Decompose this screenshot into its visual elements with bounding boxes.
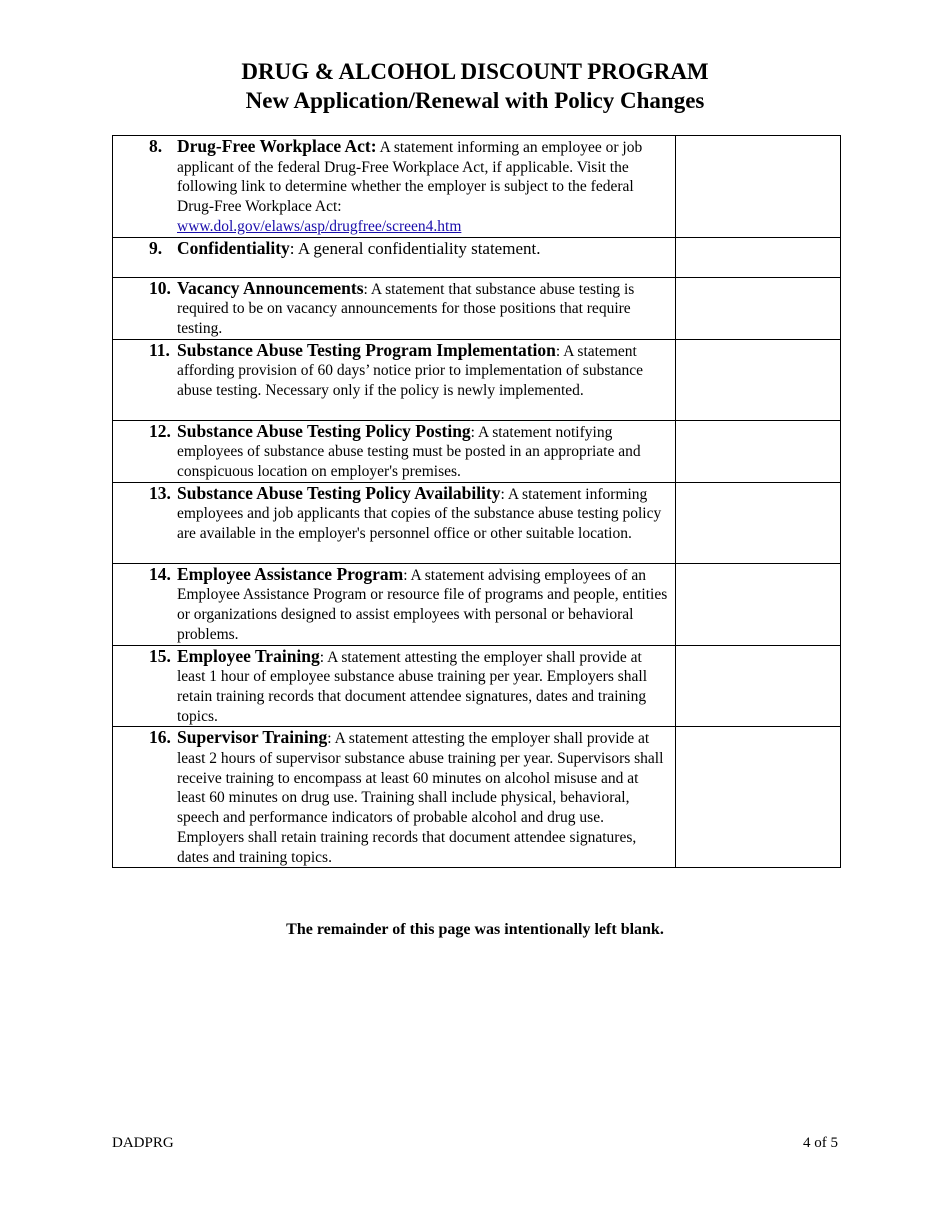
item-text: : A statement attesting the employer shall provide at least 1 hour of employee substance abuse training per year. Employers shall retain training records that document attendee signatures, dates and training topics. <box>177 648 648 725</box>
table-row <box>113 482 841 563</box>
drugfree-link[interactable]: www.dol.gov/elaws/asp/drugfree/screen4.htm <box>177 217 462 235</box>
item-text: : A statement attesting the employer shall provide at least 2 hours of supervisor substance abuse training per year. Supervisors shall receive training to encompass at least 60 minutes on alcohol misuse and at least 60 minutes on drug use. Training shall include physical, behavioral, speech and performance indicators of probable alcohol and drug use. Employers shall retain training records that document attendee signatures, dates and training topics. <box>177 730 664 866</box>
check-cell[interactable] <box>676 563 841 645</box>
footer-form-id: DADPRG <box>112 1135 174 1151</box>
item-heading: Employee Training <box>177 645 320 666</box>
item-number: 13. <box>149 482 171 503</box>
check-cell[interactable] <box>676 420 841 482</box>
blank-page-note: The remainder of this page was intentionally left blank. <box>286 921 664 938</box>
item-number: 10. <box>149 277 171 298</box>
item-heading: Employee Assistance Program <box>177 563 404 584</box>
item-text: A statement informing an employee or job applicant of the federal Drug-Free Workplace Act, if applicable. Visit the following link to determine whether the employer is subject to the federal Drug-Free Workplace Act: <box>177 139 643 216</box>
check-cell[interactable] <box>676 482 841 563</box>
table-row <box>113 727 841 868</box>
list-item <box>113 646 675 727</box>
table-row <box>113 136 841 238</box>
title-line-2: New Application/Renewal with Policy Changes <box>245 88 705 113</box>
item-text: : A statement informing employees and job applicants that copies of the substance abuse testing policy are available in the employer's personnel office or other suitable location. <box>177 485 662 543</box>
table-row <box>113 339 841 420</box>
table-row <box>113 645 841 727</box>
list-item <box>113 483 675 544</box>
item-number: 11. <box>149 339 170 360</box>
list-item <box>113 136 675 237</box>
check-cell[interactable] <box>676 339 841 420</box>
footer-page-number: 4 of 5 <box>803 1135 838 1151</box>
item-number: 16. <box>149 727 171 748</box>
item-heading: Confidentiality <box>177 237 290 258</box>
list-item <box>113 238 675 259</box>
page-title <box>0 57 950 115</box>
item-heading: Substance Abuse Testing Policy Posting <box>177 420 471 441</box>
item-heading: Substance Abuse Testing Program Implementation <box>177 339 556 360</box>
item-number: 15. <box>149 645 171 666</box>
list-item <box>113 340 675 401</box>
item-text: : A statement affording provision of 60 days’ notice prior to implementation of substance abuse testing. Necessary only if the policy is newly implemented. <box>177 342 644 400</box>
item-number: 14. <box>149 563 171 584</box>
item-heading: Supervisor Training <box>177 727 328 748</box>
check-cell[interactable] <box>676 136 841 238</box>
check-cell[interactable] <box>676 237 841 277</box>
list-item <box>113 564 675 645</box>
table-row <box>113 420 841 482</box>
list-item <box>113 278 675 339</box>
list-item <box>113 727 675 867</box>
item-text: : A statement that substance abuse testing is required to be on vacancy announcements for those positions that require testing. <box>177 280 635 337</box>
item-heading: Substance Abuse Testing Policy Availability <box>177 482 501 503</box>
check-cell[interactable] <box>676 277 841 339</box>
item-heading: Vacancy Announcements <box>177 277 364 298</box>
item-text: : A statement advising employees of an Employee Assistance Program or resource file of programs and people, entities or organizations designed to assist employees with personal or behavioral problems. <box>177 566 668 643</box>
table-row <box>113 563 841 645</box>
item-text: : A general confidentiality statement. <box>289 238 541 258</box>
item-number: 9. <box>149 237 163 258</box>
table-row <box>113 277 841 339</box>
check-cell[interactable] <box>676 645 841 727</box>
check-cell[interactable] <box>676 727 841 868</box>
policy-items-table <box>112 135 841 868</box>
item-number: 8. <box>149 136 163 156</box>
title-line-1: DRUG & ALCOHOL DISCOUNT PROGRAM <box>241 59 709 84</box>
item-number: 12. <box>149 420 171 441</box>
table-row <box>113 237 841 277</box>
item-heading: Drug-Free Workplace Act: <box>177 136 377 156</box>
item-text: : A statement notifying employees of substance abuse testing must be posted in an appropriate and conspicuous location on employer's premises. <box>177 423 641 481</box>
list-item <box>113 421 675 482</box>
